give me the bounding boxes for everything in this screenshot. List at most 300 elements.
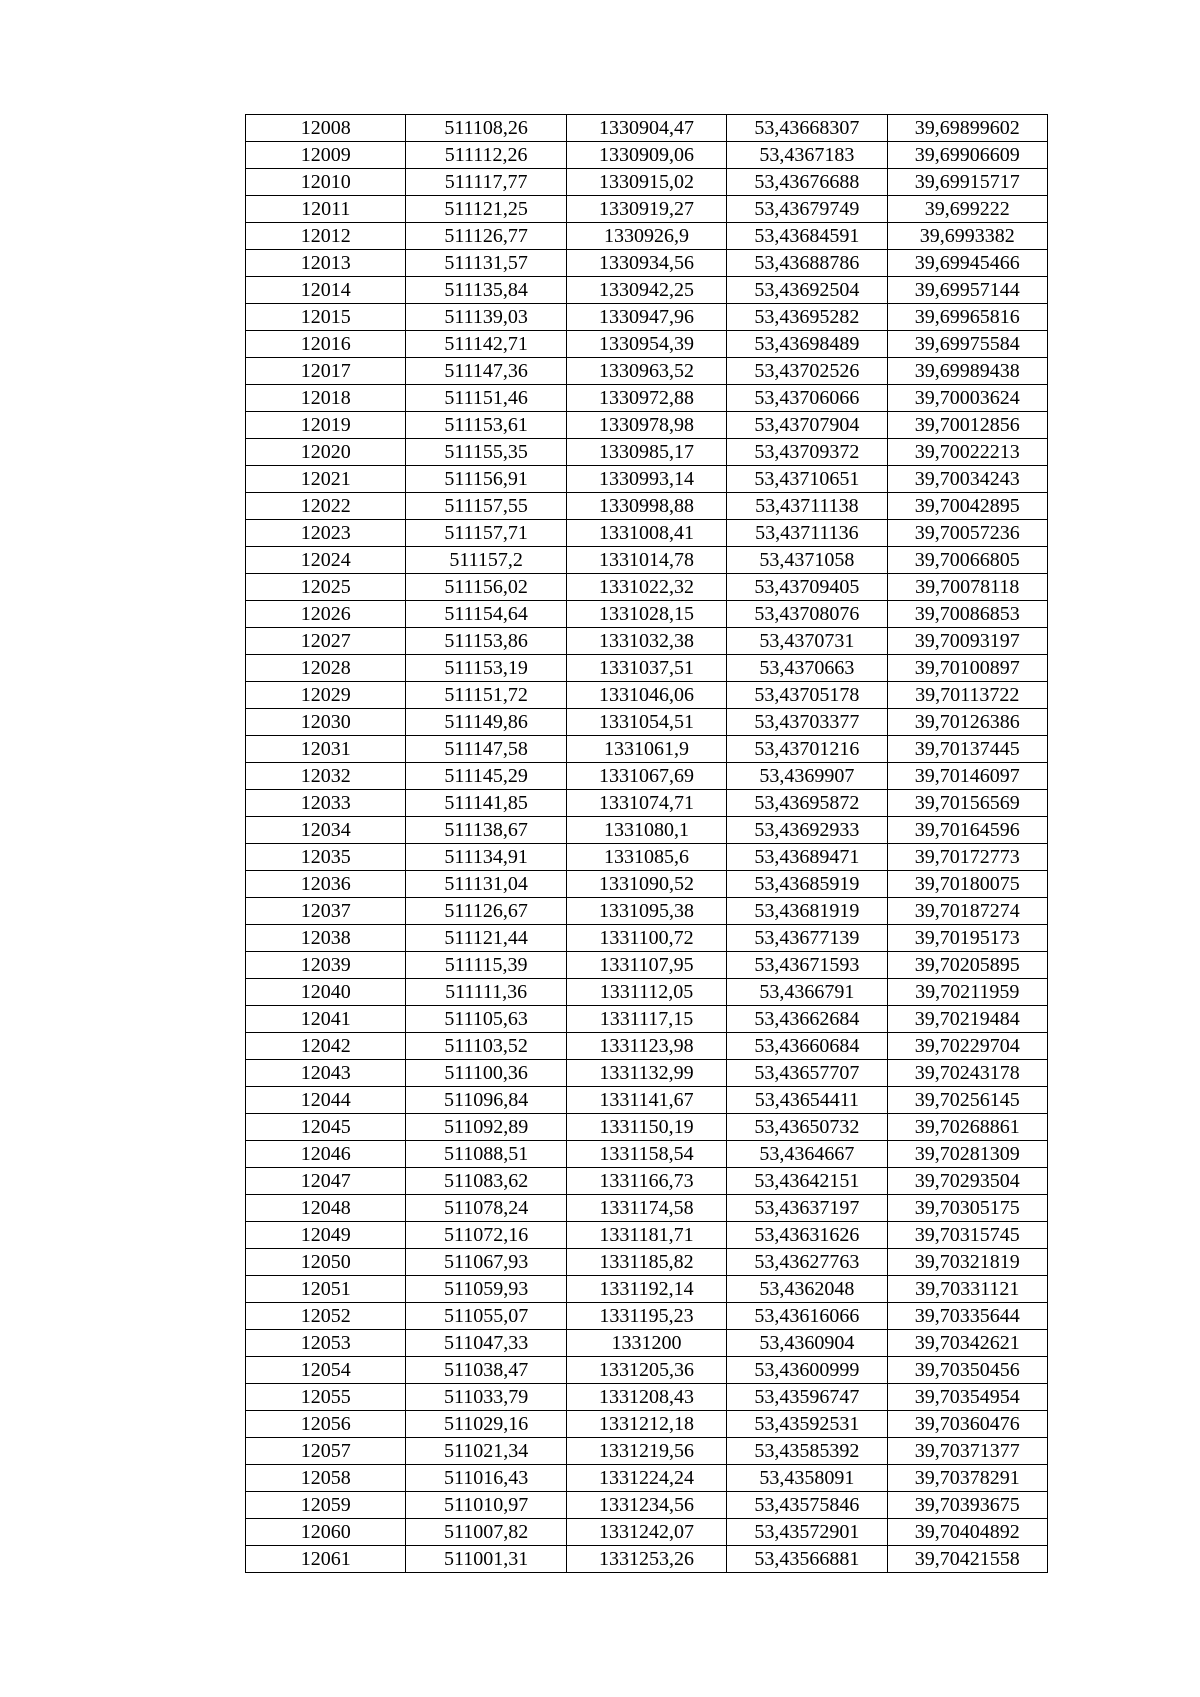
latitude-cell: 53,43575846 xyxy=(727,1492,887,1519)
x-coordinate-cell: 511096,84 xyxy=(406,1087,566,1114)
latitude-cell: 53,43708076 xyxy=(727,601,887,628)
point-number-cell: 12026 xyxy=(246,601,406,628)
longitude-cell: 39,70342621 xyxy=(887,1330,1047,1357)
point-number-cell: 12053 xyxy=(246,1330,406,1357)
longitude-cell: 39,70243178 xyxy=(887,1060,1047,1087)
table-row xyxy=(246,601,1048,628)
longitude-cell: 39,70172773 xyxy=(887,844,1047,871)
table-row xyxy=(246,358,1048,385)
table-row xyxy=(246,520,1048,547)
point-number-cell: 12024 xyxy=(246,547,406,574)
x-coordinate-cell: 511157,2 xyxy=(406,547,566,574)
point-number-cell: 12042 xyxy=(246,1033,406,1060)
y-coordinate-cell: 1331090,52 xyxy=(566,871,726,898)
y-coordinate-cell: 1331150,19 xyxy=(566,1114,726,1141)
table-row xyxy=(246,790,1048,817)
x-coordinate-cell: 511092,89 xyxy=(406,1114,566,1141)
point-number-cell: 12008 xyxy=(246,115,406,142)
y-coordinate-cell: 1331028,15 xyxy=(566,601,726,628)
point-number-cell: 12030 xyxy=(246,709,406,736)
latitude-cell: 53,43671593 xyxy=(727,952,887,979)
x-coordinate-cell: 511134,91 xyxy=(406,844,566,871)
point-number-cell: 12020 xyxy=(246,439,406,466)
longitude-cell: 39,70137445 xyxy=(887,736,1047,763)
latitude-cell: 53,43706066 xyxy=(727,385,887,412)
table-row xyxy=(246,1249,1048,1276)
latitude-cell: 53,4370731 xyxy=(727,628,887,655)
point-number-cell: 12018 xyxy=(246,385,406,412)
latitude-cell: 53,43707904 xyxy=(727,412,887,439)
y-coordinate-cell: 1331107,95 xyxy=(566,952,726,979)
table-row xyxy=(246,277,1048,304)
y-coordinate-cell: 1331208,43 xyxy=(566,1384,726,1411)
longitude-cell: 39,70187274 xyxy=(887,898,1047,925)
x-coordinate-cell: 511153,19 xyxy=(406,655,566,682)
latitude-cell: 53,43600999 xyxy=(727,1357,887,1384)
latitude-cell: 53,4367183 xyxy=(727,142,887,169)
table-row xyxy=(246,331,1048,358)
y-coordinate-cell: 1330998,88 xyxy=(566,493,726,520)
table-row xyxy=(246,628,1048,655)
point-number-cell: 12051 xyxy=(246,1276,406,1303)
latitude-cell: 53,43677139 xyxy=(727,925,887,952)
table-row xyxy=(246,1060,1048,1087)
latitude-cell: 53,43710651 xyxy=(727,466,887,493)
longitude-cell: 39,70421558 xyxy=(887,1546,1047,1573)
x-coordinate-cell: 511016,43 xyxy=(406,1465,566,1492)
point-number-cell: 12036 xyxy=(246,871,406,898)
x-coordinate-cell: 511083,62 xyxy=(406,1168,566,1195)
longitude-cell: 39,70146097 xyxy=(887,763,1047,790)
y-coordinate-cell: 1331032,38 xyxy=(566,628,726,655)
longitude-cell: 39,70195173 xyxy=(887,925,1047,952)
point-number-cell: 12012 xyxy=(246,223,406,250)
latitude-cell: 53,43631626 xyxy=(727,1222,887,1249)
x-coordinate-cell: 511029,16 xyxy=(406,1411,566,1438)
point-number-cell: 12015 xyxy=(246,304,406,331)
x-coordinate-cell: 511088,51 xyxy=(406,1141,566,1168)
x-coordinate-cell: 511156,91 xyxy=(406,466,566,493)
point-number-cell: 12055 xyxy=(246,1384,406,1411)
longitude-cell: 39,70331121 xyxy=(887,1276,1047,1303)
x-coordinate-cell: 511072,16 xyxy=(406,1222,566,1249)
longitude-cell: 39,70003624 xyxy=(887,385,1047,412)
x-coordinate-cell: 511153,61 xyxy=(406,412,566,439)
table-row xyxy=(246,1168,1048,1195)
longitude-cell: 39,70354954 xyxy=(887,1384,1047,1411)
x-coordinate-cell: 511142,71 xyxy=(406,331,566,358)
latitude-cell: 53,43596747 xyxy=(727,1384,887,1411)
longitude-cell: 39,70057236 xyxy=(887,520,1047,547)
latitude-cell: 53,43616066 xyxy=(727,1303,887,1330)
x-coordinate-cell: 511157,71 xyxy=(406,520,566,547)
point-number-cell: 12034 xyxy=(246,817,406,844)
table-row xyxy=(246,844,1048,871)
table-row xyxy=(246,223,1048,250)
latitude-cell: 53,43692504 xyxy=(727,277,887,304)
point-number-cell: 12009 xyxy=(246,142,406,169)
x-coordinate-cell: 511138,67 xyxy=(406,817,566,844)
x-coordinate-cell: 511141,85 xyxy=(406,790,566,817)
longitude-cell: 39,70229704 xyxy=(887,1033,1047,1060)
x-coordinate-cell: 511100,36 xyxy=(406,1060,566,1087)
longitude-cell: 39,69915717 xyxy=(887,169,1047,196)
x-coordinate-cell: 511139,03 xyxy=(406,304,566,331)
point-number-cell: 12037 xyxy=(246,898,406,925)
table-row xyxy=(246,142,1048,169)
table-row xyxy=(246,1411,1048,1438)
longitude-cell: 39,70066805 xyxy=(887,547,1047,574)
point-number-cell: 12054 xyxy=(246,1357,406,1384)
y-coordinate-cell: 1330985,17 xyxy=(566,439,726,466)
longitude-cell: 39,70042895 xyxy=(887,493,1047,520)
table-row xyxy=(246,871,1048,898)
table-row xyxy=(246,169,1048,196)
latitude-cell: 53,43676688 xyxy=(727,169,887,196)
latitude-cell: 53,43703377 xyxy=(727,709,887,736)
longitude-cell: 39,70335644 xyxy=(887,1303,1047,1330)
table-row xyxy=(246,709,1048,736)
longitude-cell: 39,70211959 xyxy=(887,979,1047,1006)
point-number-cell: 12039 xyxy=(246,952,406,979)
x-coordinate-cell: 511055,07 xyxy=(406,1303,566,1330)
latitude-cell: 53,43637197 xyxy=(727,1195,887,1222)
table-row xyxy=(246,736,1048,763)
y-coordinate-cell: 1330919,27 xyxy=(566,196,726,223)
longitude-cell: 39,70100897 xyxy=(887,655,1047,682)
x-coordinate-cell: 511047,33 xyxy=(406,1330,566,1357)
table-row xyxy=(246,1465,1048,1492)
y-coordinate-cell: 1331132,99 xyxy=(566,1060,726,1087)
x-coordinate-cell: 511156,02 xyxy=(406,574,566,601)
y-coordinate-cell: 1331219,56 xyxy=(566,1438,726,1465)
latitude-cell: 53,43662684 xyxy=(727,1006,887,1033)
latitude-cell: 53,4358091 xyxy=(727,1465,887,1492)
table-row xyxy=(246,763,1048,790)
y-coordinate-cell: 1331123,98 xyxy=(566,1033,726,1060)
point-number-cell: 12057 xyxy=(246,1438,406,1465)
table-row xyxy=(246,1330,1048,1357)
latitude-cell: 53,43650732 xyxy=(727,1114,887,1141)
y-coordinate-cell: 1331112,05 xyxy=(566,979,726,1006)
point-number-cell: 12058 xyxy=(246,1465,406,1492)
latitude-cell: 53,43657707 xyxy=(727,1060,887,1087)
longitude-cell: 39,69906609 xyxy=(887,142,1047,169)
x-coordinate-cell: 511112,26 xyxy=(406,142,566,169)
latitude-cell: 53,43705178 xyxy=(727,682,887,709)
latitude-cell: 53,43685919 xyxy=(727,871,887,898)
table-row xyxy=(246,1519,1048,1546)
longitude-cell: 39,69975584 xyxy=(887,331,1047,358)
latitude-cell: 53,43679749 xyxy=(727,196,887,223)
point-number-cell: 12061 xyxy=(246,1546,406,1573)
x-coordinate-cell: 511001,31 xyxy=(406,1546,566,1573)
point-number-cell: 12033 xyxy=(246,790,406,817)
x-coordinate-cell: 511151,72 xyxy=(406,682,566,709)
point-number-cell: 12059 xyxy=(246,1492,406,1519)
coordinates-table xyxy=(245,114,1048,1573)
point-number-cell: 12017 xyxy=(246,358,406,385)
y-coordinate-cell: 1331253,26 xyxy=(566,1546,726,1573)
table-row xyxy=(246,1222,1048,1249)
table-row xyxy=(246,952,1048,979)
table-row xyxy=(246,196,1048,223)
longitude-cell: 39,70293504 xyxy=(887,1168,1047,1195)
latitude-cell: 53,43566881 xyxy=(727,1546,887,1573)
point-number-cell: 12010 xyxy=(246,169,406,196)
y-coordinate-cell: 1331166,73 xyxy=(566,1168,726,1195)
latitude-cell: 53,4362048 xyxy=(727,1276,887,1303)
table-row xyxy=(246,898,1048,925)
x-coordinate-cell: 511149,86 xyxy=(406,709,566,736)
latitude-cell: 53,43701216 xyxy=(727,736,887,763)
longitude-cell: 39,70268861 xyxy=(887,1114,1047,1141)
y-coordinate-cell: 1331037,51 xyxy=(566,655,726,682)
table-row xyxy=(246,439,1048,466)
x-coordinate-cell: 511111,36 xyxy=(406,979,566,1006)
latitude-cell: 53,43711138 xyxy=(727,493,887,520)
x-coordinate-cell: 511038,47 xyxy=(406,1357,566,1384)
latitude-cell: 53,4366791 xyxy=(727,979,887,1006)
latitude-cell: 53,43709372 xyxy=(727,439,887,466)
point-number-cell: 12022 xyxy=(246,493,406,520)
y-coordinate-cell: 1331200 xyxy=(566,1330,726,1357)
table-row xyxy=(246,547,1048,574)
y-coordinate-cell: 1330947,96 xyxy=(566,304,726,331)
latitude-cell: 53,43684591 xyxy=(727,223,887,250)
latitude-cell: 53,43654411 xyxy=(727,1087,887,1114)
latitude-cell: 53,43572901 xyxy=(727,1519,887,1546)
latitude-cell: 53,4369907 xyxy=(727,763,887,790)
table-row xyxy=(246,1033,1048,1060)
x-coordinate-cell: 511105,63 xyxy=(406,1006,566,1033)
point-number-cell: 12032 xyxy=(246,763,406,790)
latitude-cell: 53,43695872 xyxy=(727,790,887,817)
table-row xyxy=(246,1438,1048,1465)
point-number-cell: 12050 xyxy=(246,1249,406,1276)
coordinates-table-body xyxy=(246,115,1048,1573)
table-row xyxy=(246,574,1048,601)
x-coordinate-cell: 511021,34 xyxy=(406,1438,566,1465)
y-coordinate-cell: 1330978,98 xyxy=(566,412,726,439)
latitude-cell: 53,43709405 xyxy=(727,574,887,601)
longitude-cell: 39,70393675 xyxy=(887,1492,1047,1519)
longitude-cell: 39,70086853 xyxy=(887,601,1047,628)
table-row xyxy=(246,1087,1048,1114)
longitude-cell: 39,70404892 xyxy=(887,1519,1047,1546)
y-coordinate-cell: 1331181,71 xyxy=(566,1222,726,1249)
x-coordinate-cell: 511121,44 xyxy=(406,925,566,952)
y-coordinate-cell: 1330934,56 xyxy=(566,250,726,277)
y-coordinate-cell: 1331192,14 xyxy=(566,1276,726,1303)
latitude-cell: 53,43689471 xyxy=(727,844,887,871)
point-number-cell: 12040 xyxy=(246,979,406,1006)
y-coordinate-cell: 1331014,78 xyxy=(566,547,726,574)
table-row xyxy=(246,250,1048,277)
point-number-cell: 12013 xyxy=(246,250,406,277)
x-coordinate-cell: 511131,04 xyxy=(406,871,566,898)
point-number-cell: 12045 xyxy=(246,1114,406,1141)
table-row xyxy=(246,1492,1048,1519)
y-coordinate-cell: 1330972,88 xyxy=(566,385,726,412)
x-coordinate-cell: 511059,93 xyxy=(406,1276,566,1303)
latitude-cell: 53,4364667 xyxy=(727,1141,887,1168)
y-coordinate-cell: 1330909,06 xyxy=(566,142,726,169)
table-row xyxy=(246,304,1048,331)
point-number-cell: 12023 xyxy=(246,520,406,547)
point-number-cell: 12052 xyxy=(246,1303,406,1330)
latitude-cell: 53,43592531 xyxy=(727,1411,887,1438)
point-number-cell: 12046 xyxy=(246,1141,406,1168)
latitude-cell: 53,4360904 xyxy=(727,1330,887,1357)
latitude-cell: 53,43681919 xyxy=(727,898,887,925)
longitude-cell: 39,70022213 xyxy=(887,439,1047,466)
x-coordinate-cell: 511103,52 xyxy=(406,1033,566,1060)
longitude-cell: 39,70093197 xyxy=(887,628,1047,655)
latitude-cell: 53,43688786 xyxy=(727,250,887,277)
table-row xyxy=(246,1357,1048,1384)
point-number-cell: 12056 xyxy=(246,1411,406,1438)
x-coordinate-cell: 511007,82 xyxy=(406,1519,566,1546)
y-coordinate-cell: 1331095,38 xyxy=(566,898,726,925)
longitude-cell: 39,70315745 xyxy=(887,1222,1047,1249)
y-coordinate-cell: 1331185,82 xyxy=(566,1249,726,1276)
table-row xyxy=(246,979,1048,1006)
point-number-cell: 12044 xyxy=(246,1087,406,1114)
x-coordinate-cell: 511078,24 xyxy=(406,1195,566,1222)
latitude-cell: 53,43660684 xyxy=(727,1033,887,1060)
longitude-cell: 39,70256145 xyxy=(887,1087,1047,1114)
y-coordinate-cell: 1331046,06 xyxy=(566,682,726,709)
longitude-cell: 39,70164596 xyxy=(887,817,1047,844)
table-row xyxy=(246,682,1048,709)
x-coordinate-cell: 511117,77 xyxy=(406,169,566,196)
longitude-cell: 39,70378291 xyxy=(887,1465,1047,1492)
point-number-cell: 12041 xyxy=(246,1006,406,1033)
table-row xyxy=(246,817,1048,844)
y-coordinate-cell: 1331085,6 xyxy=(566,844,726,871)
longitude-cell: 39,70078118 xyxy=(887,574,1047,601)
longitude-cell: 39,70305175 xyxy=(887,1195,1047,1222)
y-coordinate-cell: 1331195,23 xyxy=(566,1303,726,1330)
x-coordinate-cell: 511154,64 xyxy=(406,601,566,628)
x-coordinate-cell: 511147,36 xyxy=(406,358,566,385)
longitude-cell: 39,70113722 xyxy=(887,682,1047,709)
y-coordinate-cell: 1330942,25 xyxy=(566,277,726,304)
longitude-cell: 39,70350456 xyxy=(887,1357,1047,1384)
point-number-cell: 12047 xyxy=(246,1168,406,1195)
y-coordinate-cell: 1330963,52 xyxy=(566,358,726,385)
y-coordinate-cell: 1331224,24 xyxy=(566,1465,726,1492)
x-coordinate-cell: 511033,79 xyxy=(406,1384,566,1411)
y-coordinate-cell: 1331067,69 xyxy=(566,763,726,790)
latitude-cell: 53,43692933 xyxy=(727,817,887,844)
latitude-cell: 53,43642151 xyxy=(727,1168,887,1195)
longitude-cell: 39,70360476 xyxy=(887,1411,1047,1438)
longitude-cell: 39,6993382 xyxy=(887,223,1047,250)
longitude-cell: 39,70126386 xyxy=(887,709,1047,736)
y-coordinate-cell: 1331008,41 xyxy=(566,520,726,547)
table-row xyxy=(246,1114,1048,1141)
longitude-cell: 39,70205895 xyxy=(887,952,1047,979)
y-coordinate-cell: 1330954,39 xyxy=(566,331,726,358)
latitude-cell: 53,4371058 xyxy=(727,547,887,574)
longitude-cell: 39,69989438 xyxy=(887,358,1047,385)
table-row xyxy=(246,385,1048,412)
longitude-cell: 39,70156569 xyxy=(887,790,1047,817)
point-number-cell: 12029 xyxy=(246,682,406,709)
longitude-cell: 39,69945466 xyxy=(887,250,1047,277)
point-number-cell: 12048 xyxy=(246,1195,406,1222)
point-number-cell: 12035 xyxy=(246,844,406,871)
x-coordinate-cell: 511131,57 xyxy=(406,250,566,277)
latitude-cell: 53,43698489 xyxy=(727,331,887,358)
table-row xyxy=(246,466,1048,493)
latitude-cell: 53,43585392 xyxy=(727,1438,887,1465)
point-number-cell: 12028 xyxy=(246,655,406,682)
latitude-cell: 53,43668307 xyxy=(727,115,887,142)
y-coordinate-cell: 1331234,56 xyxy=(566,1492,726,1519)
x-coordinate-cell: 511067,93 xyxy=(406,1249,566,1276)
y-coordinate-cell: 1330915,02 xyxy=(566,169,726,196)
longitude-cell: 39,70219484 xyxy=(887,1006,1047,1033)
y-coordinate-cell: 1331212,18 xyxy=(566,1411,726,1438)
latitude-cell: 53,43711136 xyxy=(727,520,887,547)
latitude-cell: 53,43702526 xyxy=(727,358,887,385)
latitude-cell: 53,4370663 xyxy=(727,655,887,682)
y-coordinate-cell: 1330904,47 xyxy=(566,115,726,142)
y-coordinate-cell: 1330926,9 xyxy=(566,223,726,250)
point-number-cell: 12049 xyxy=(246,1222,406,1249)
x-coordinate-cell: 511153,86 xyxy=(406,628,566,655)
x-coordinate-cell: 511126,67 xyxy=(406,898,566,925)
longitude-cell: 39,699222 xyxy=(887,196,1047,223)
point-number-cell: 12021 xyxy=(246,466,406,493)
y-coordinate-cell: 1331061,9 xyxy=(566,736,726,763)
table-row xyxy=(246,1141,1048,1168)
y-coordinate-cell: 1331100,72 xyxy=(566,925,726,952)
x-coordinate-cell: 511135,84 xyxy=(406,277,566,304)
longitude-cell: 39,69957144 xyxy=(887,277,1047,304)
y-coordinate-cell: 1331158,54 xyxy=(566,1141,726,1168)
point-number-cell: 12016 xyxy=(246,331,406,358)
point-number-cell: 12011 xyxy=(246,196,406,223)
y-coordinate-cell: 1330993,14 xyxy=(566,466,726,493)
point-number-cell: 12025 xyxy=(246,574,406,601)
point-number-cell: 12019 xyxy=(246,412,406,439)
point-number-cell: 12031 xyxy=(246,736,406,763)
longitude-cell: 39,70321819 xyxy=(887,1249,1047,1276)
table-row xyxy=(246,1006,1048,1033)
table-row xyxy=(246,412,1048,439)
table-row xyxy=(246,1276,1048,1303)
table-row xyxy=(246,1546,1048,1573)
y-coordinate-cell: 1331022,32 xyxy=(566,574,726,601)
longitude-cell: 39,70371377 xyxy=(887,1438,1047,1465)
y-coordinate-cell: 1331141,67 xyxy=(566,1087,726,1114)
x-coordinate-cell: 511121,25 xyxy=(406,196,566,223)
point-number-cell: 12014 xyxy=(246,277,406,304)
table-row xyxy=(246,925,1048,952)
longitude-cell: 39,70281309 xyxy=(887,1141,1047,1168)
y-coordinate-cell: 1331074,71 xyxy=(566,790,726,817)
x-coordinate-cell: 511010,97 xyxy=(406,1492,566,1519)
point-number-cell: 12038 xyxy=(246,925,406,952)
longitude-cell: 39,70180075 xyxy=(887,871,1047,898)
latitude-cell: 53,43627763 xyxy=(727,1249,887,1276)
table-row xyxy=(246,115,1048,142)
point-number-cell: 12027 xyxy=(246,628,406,655)
